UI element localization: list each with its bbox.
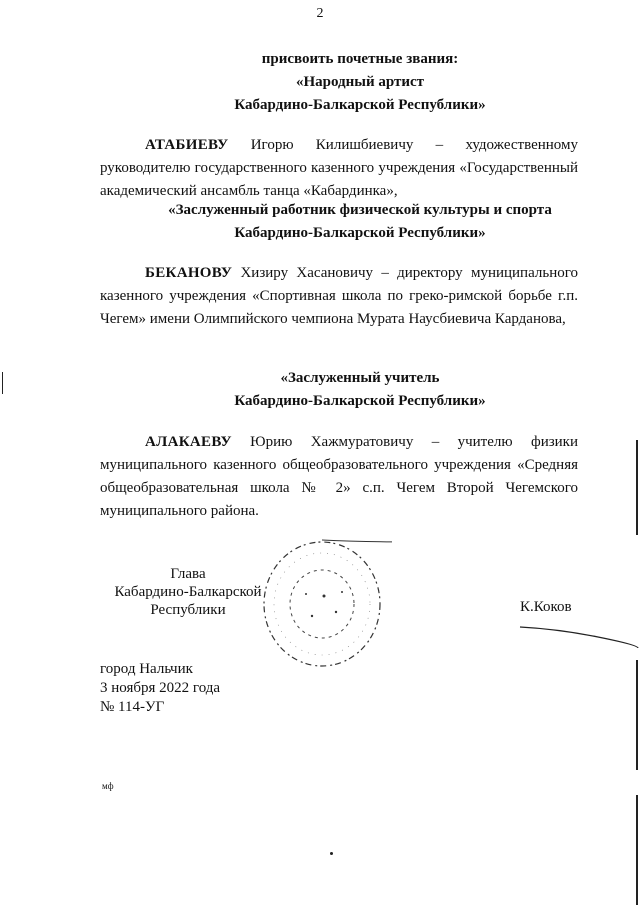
- paragraph-3-text: Юрию Хажмуратовичу – учителю физики муниципального казенного общеобразовательного учреждения «Средняя общеобразовательная школа № 2» с.п. Чегем Второй Чегемского муниципального района.: [100, 434, 578, 519]
- award-paragraph-1: [100, 134, 578, 203]
- surname-3: АЛАКАЕВУ: [145, 434, 232, 450]
- city-label: город Нальчик: [100, 661, 193, 677]
- award-paragraph-2: [100, 262, 578, 331]
- page-number: 2: [316, 6, 324, 21]
- title-1-line-1: «Народный артист: [295, 74, 425, 90]
- award-paragraph-3: [100, 431, 578, 523]
- executor-mark: мф: [102, 781, 114, 791]
- scan-artifact-right-3: [636, 795, 638, 905]
- date-label: 3 ноября 2022 года: [100, 680, 221, 696]
- paragraph-1-text: Игорю Килишбиевичу – художественному руководителю государственного казенного учреждения «Государственный академический ансамбль танца «Кабардинка»,: [100, 137, 579, 199]
- signatory-title-line-3: Республики: [150, 602, 226, 618]
- title-2-line-1: «Заслуженный работник физической культуры и спорта: [168, 202, 552, 218]
- scan-artifact-right-2: [636, 660, 638, 770]
- signatory-name: К.Коков: [520, 599, 572, 615]
- paragraph-2-text: Хизиру Хасановичу – директору муниципального казенного учреждения «Спортивная школа по греко-римской борьбе г.п. Чегем» имени Олимпийского чемпиона Мурата Наусбиевича Карданова,: [100, 265, 579, 327]
- decision-heading: присвоить почетные звания:: [261, 51, 459, 67]
- title-2-line-2: Кабардино-Балкарской Республики»: [234, 225, 486, 241]
- document-footer: [100, 660, 220, 717]
- document-number: № 114-УГ: [100, 699, 165, 715]
- surname-1: АТАБИЕВУ: [145, 137, 229, 153]
- official-seal-stamp: [262, 532, 392, 667]
- signatory-title-line-1: Глава: [170, 566, 206, 582]
- handwritten-signature: [518, 615, 640, 649]
- title-3-line-1: «Заслуженный учитель: [280, 370, 440, 386]
- scan-artifact-right-1: [636, 440, 638, 535]
- title-1-line-2: Кабардино-Балкарской Республики»: [234, 97, 486, 113]
- surname-2: БЕКАНОВУ: [145, 265, 233, 281]
- scan-speck: [330, 852, 333, 855]
- title-3-line-2: Кабардино-Балкарской Республики»: [234, 393, 486, 409]
- signatory-title-line-2: Кабардино-Балкарской: [114, 584, 262, 600]
- scan-artifact-left: [2, 372, 3, 394]
